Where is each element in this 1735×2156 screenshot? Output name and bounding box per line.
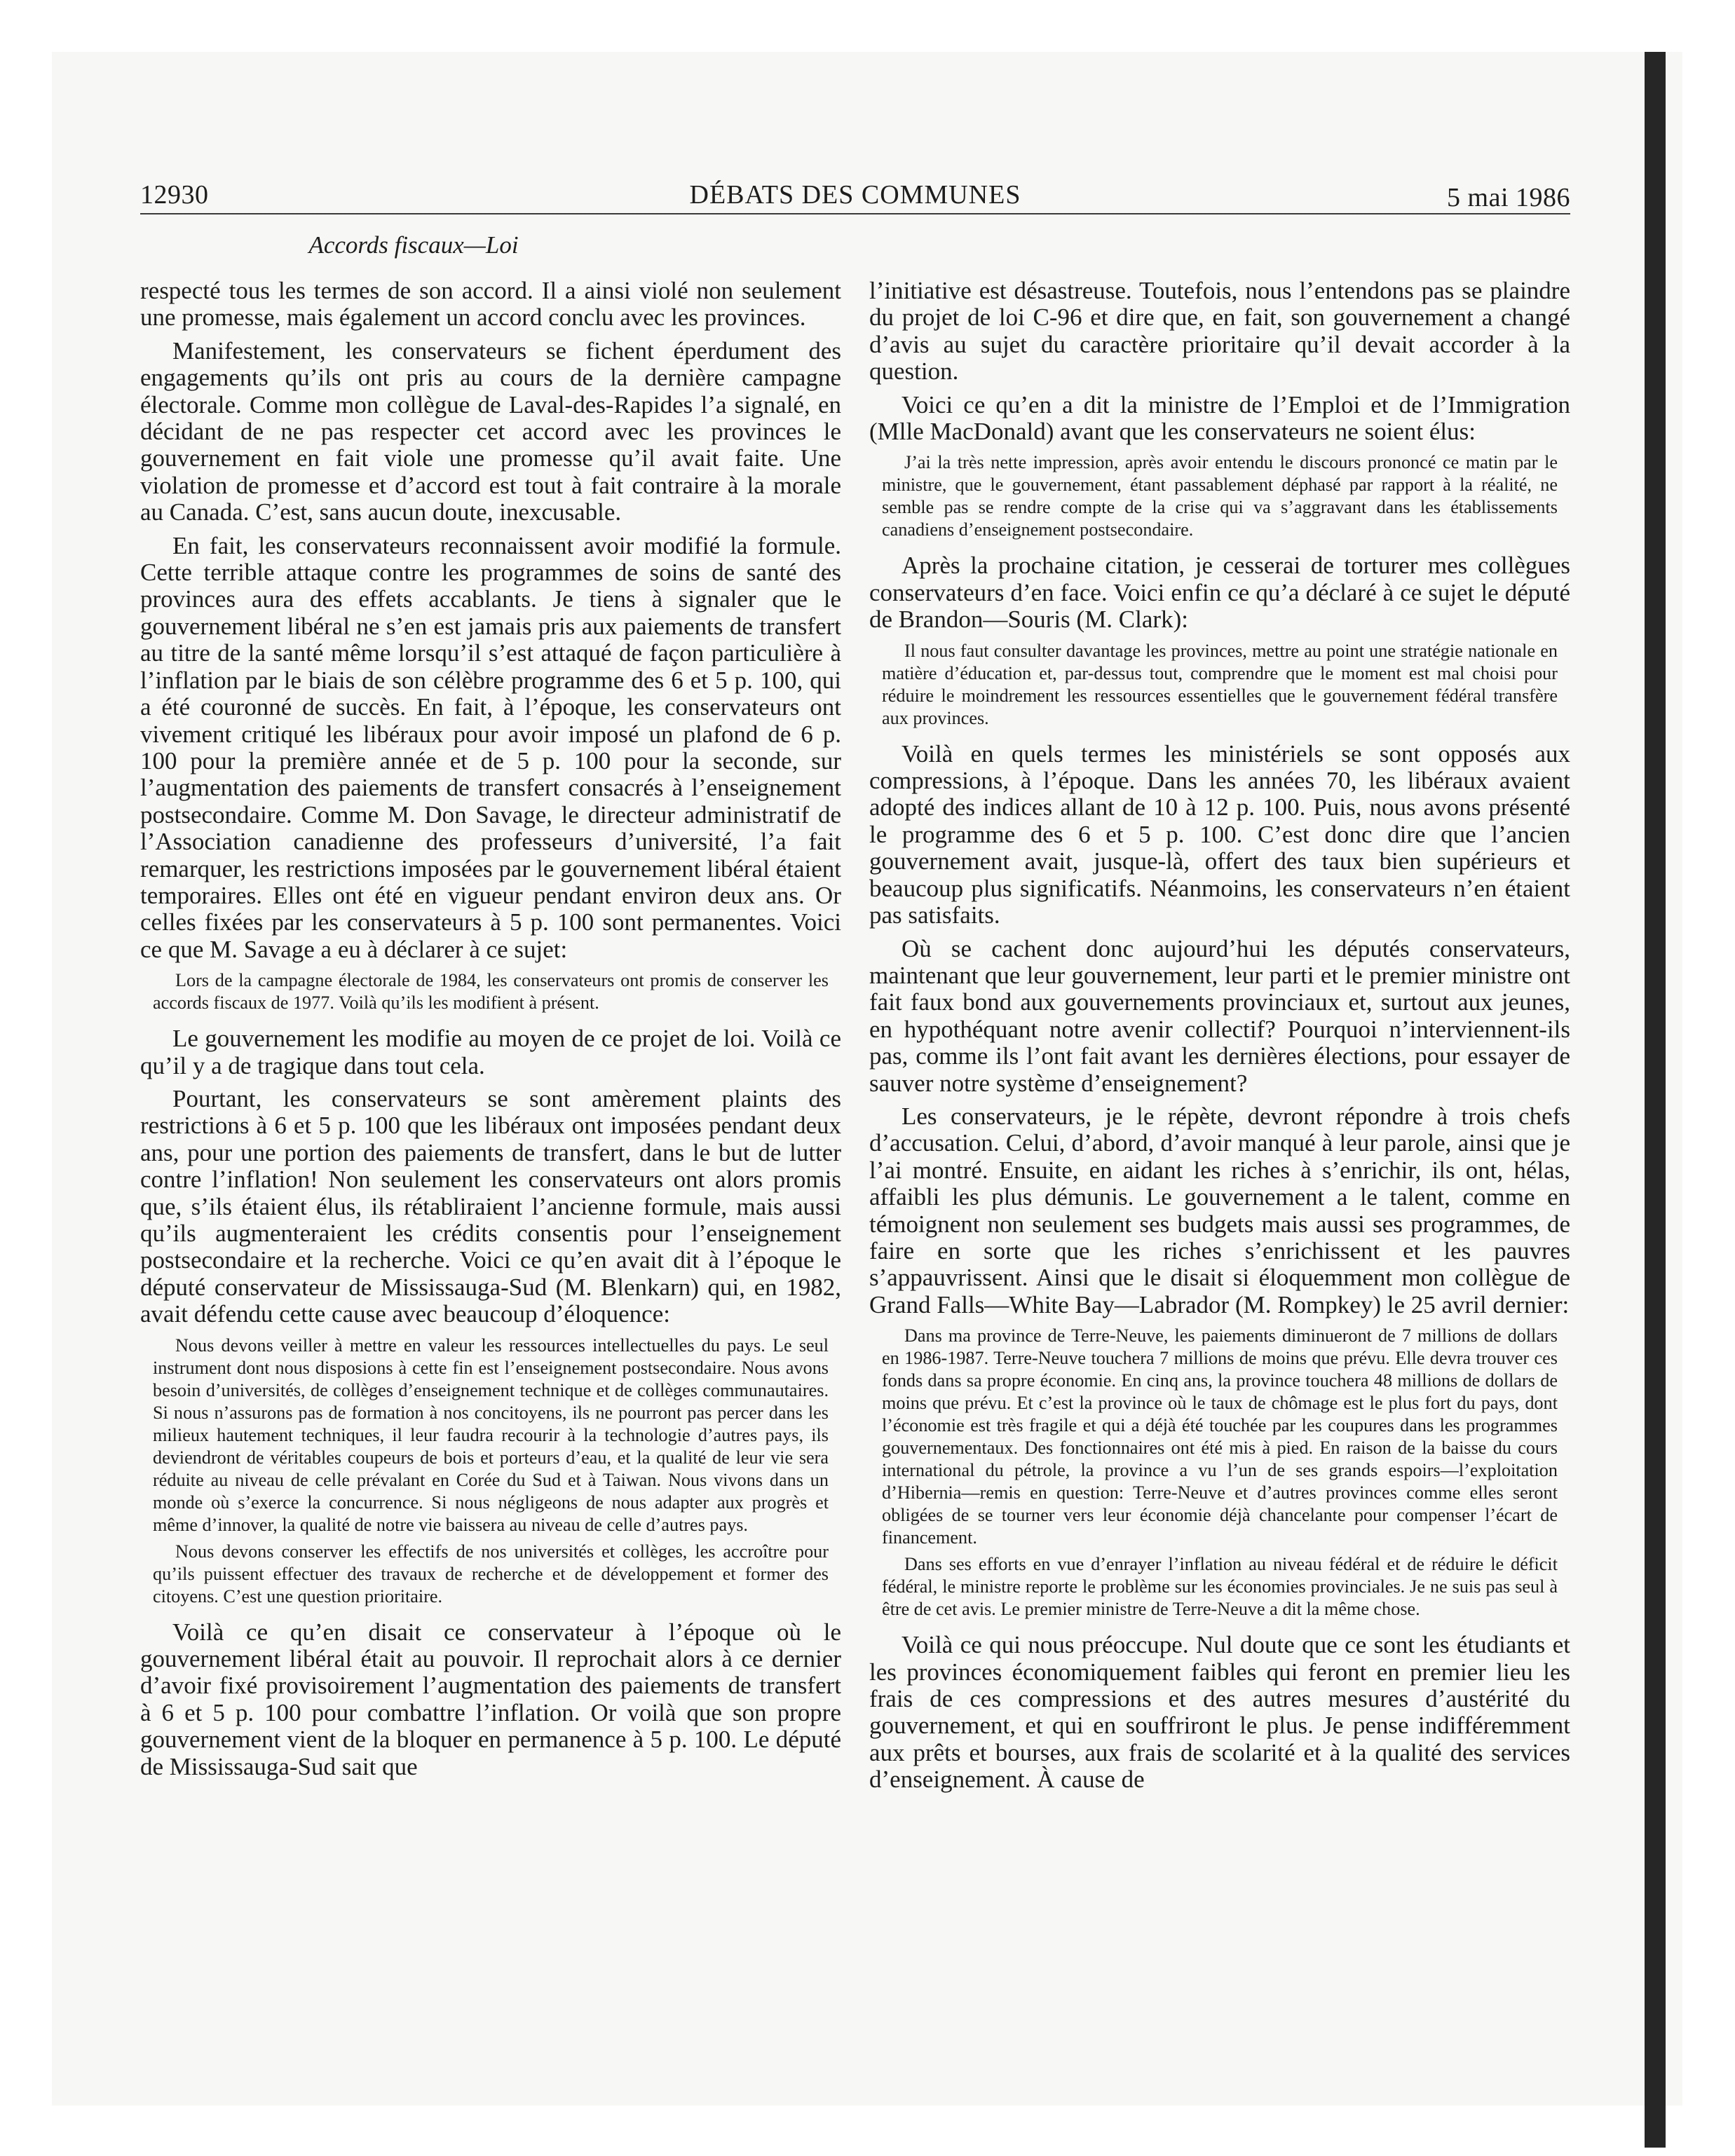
page-number: 12930 <box>140 180 209 210</box>
right-column <box>869 278 1570 1800</box>
paragraph: Après la prochaine citation, je cesserai de torturer mes collègues conservateurs d’en face. Voici enfin ce qu’a déclaré à ce sujet le député de Brandon—Souris (M. Clark): <box>869 552 1570 634</box>
quote-paragraph: J’ai la très nette impression, après avoir entendu le discours prononcé ce matin par le ministre, que le gouvernement, étant passablement déphasé par rapport à la réalité, ne semble pas se rendre compte de la crise qui va s’aggravant dans les établissements canadiens d’enseignement postsecondaire. <box>882 452 1558 540</box>
quote-paragraph: Nous devons conserver les effectifs de nos universités et collèges, les accroître pour qu’ils puissent effectuer des travaux de recherche et de développement et former des citoyens. C’est une question prioritaire. <box>153 1541 829 1606</box>
paragraph: Pourtant, les conservateurs se sont amèrement plaints des restrictions à 6 et 5 p. 100 que les libéraux ont imposées pendant deux ans, pour une portion des paiements de transfert, dans le but de lutter contre l’inflation! Non seulement les conservateurs ont alors promis que, s’ils étaient élus, ils rétabliraient l’ancienne formule, mais aussi qu’ils augmenteraient les crédits consentis pour l’enseignement postsecondaire et la recherche. Voici ce qu’en avait dit à l’époque le député conservateur de Mississauga-Sud (M. Blenkarn) qui, en 1982, avait défendu cette cause avec beaucoup d’éloquence: <box>140 1084 841 1328</box>
paragraph: Voilà ce qu’en disait ce conservateur à l’époque où le gouvernement libéral était au pouvoir. Il reprochait alors à ce dernier d’avoir fixé provisoirement l’augmentation des paiements de transfert à 6 et 5 p. 100 pour combattre l’inflation. Or voilà que son propre gouvernement vient de la bloquer en permanence à 5 p. 100. Le député de Mississauga-Sud sait que <box>140 1618 841 1780</box>
block-quote <box>869 1325 1570 1621</box>
paragraph: Voilà en quels termes les ministériels se sont opposés aux compressions, à l’époque. Dans les années 70, les libéraux avaient adopté des indices allant de 10 à 12 p. 100. Puis, nous avons présenté le programme des 6 et 5 p. 100. C’est donc dire que l’ancien gouvernement avait, jusque-là, offert des taux bien supérieurs et beaucoup plus significatifs. Néanmoins, les conservateurs n’en étaient pas satisfaits. <box>869 739 1570 929</box>
quote-paragraph: Dans ma province de Terre-Neuve, les paiements diminueront de 7 millions de dollars en 1986-1987. Terre-Neuve touchera 7 millions de moins que prévu. Elle devra trouver ces fonds dans sa propre économie. En cinq ans, la province touchera 48 millions de dollars de moins que prévu. Et c’est la province où le taux de chômage est le plus fort du pays, dont l’économie est très fragile et qui a déjà été touchée par les coupures dans les programmes gouvernementaux. Des fonctionnaires ont été mis à pied. En raison de la baisse du cours international du pétrole, la province a vu l’un de ses grands espoirs—l’exploitation d’Hibernia—remis en question: Terre-Neuve et d’autres provinces comme elles seront obligées de se tourner vers leur économie déjà chancelante pour compenser l’écart de financement. <box>882 1325 1558 1548</box>
paragraph: Où se cachent donc aujourd’hui les députés conservateurs, maintenant que leur gouvernement, leur parti et le premier ministre ont fait faux bond aux gouvernements provinciaux et, surtout aux jeunes, en hypothéquant notre avenir collectif? Pourquoi n’interviennent-ils pas, comme ils l’ont fait avant les dernières élections, pour essayer de sauver notre système d’enseignement? <box>869 934 1570 1097</box>
quote-paragraph: Nous devons veiller à mettre en valeur les ressources intellectuelles du pays. Le seul instrument dont nous disposions à cette fin est l’enseignement postsecondaire. Nous avons besoin d’universités, de collèges d’enseignement technique et de collèges communautaires. Si nous n’assurons pas de formation à nos concitoyens, ils ne pourront pas percer dans les milieux hautement techniques, il leur faudra recourir à la technologie d’autres pays, ils deviendront de véritables coupeurs de bois et porteurs d’eau, et la qualité de leur vie sera réduite au niveau de celle prévalant en Corée du Sud et à Taiwan. Nous vivons dans un monde où s’exerce la concurrence. Si nous négligeons de nous adapter aux progrès et même d’innover, la qualité de notre vie baissera au niveau de celle d’autres pays. <box>153 1335 829 1535</box>
paragraph: En fait, les conservateurs reconnaissent avoir modifié la formule. Cette terrible attaque contre les programmes de soins de santé des provinces aura des effets accablants. Je tiens à signaler que le gouvernement libéral ne s’en est jamais pris aux paiements de transfert au titre de la santé même lorsqu’il s’est attaqué de façon particulière à l’inflation par le biais de son célèbre programme des 6 et 5 p. 100, qui a été couronné de succès. En fait, à l’époque, les conservateurs ont vivement critiqué les libéraux pour avoir imposé un plafond de 6 p. 100 pour la première année et de 5 p. 100 pour la seconde, sur l’augmentation des paiements de transfert consacrés à l’enseignement postsecondaire. Comme M. Don Savage, le directeur administratif de l’Association canadienne des professeurs d’université, l’a fait remarquer, les restrictions imposées par le gouvernement libéral étaient temporaires. Elles ont été en vigueur pendant environ deux ans. Or celles fixées par les conservateurs à 5 p. 100 sont permanentes. Voici ce que M. Savage a eu à déclarer à ce sujet: <box>140 531 841 963</box>
quote-paragraph: Lors de la campagne électorale de 1984, les conservateurs ont promis de conserver les accords fiscaux de 1977. Voilà qu’ils les modifient à présent. <box>153 970 829 1014</box>
paragraph: l’initiative est désastreuse. Toutefois, nous l’entendons pas se plaindre du projet de loi C-96 et dire que, en fait, son gouvernement a changé d’avis au sujet du caractère prioritaire qu’il devait accorder à la question. <box>869 277 1570 386</box>
scan-edge-bar <box>1645 52 1666 2148</box>
issue-date: 5 mai 1986 <box>1447 183 1570 212</box>
block-quote <box>140 1335 841 1608</box>
quote-paragraph: Dans ses efforts en vue d’enrayer l’inflation au niveau fédéral et de réduire le déficit fédéral, le ministre reporte le problème sur les économies provinciales. Je ne suis pas seul à être de cet avis. Le premier ministre de Terre-Neuve a dit la même chose. <box>882 1554 1558 1620</box>
page-header <box>140 179 1570 221</box>
paragraph: Manifestement, les conservateurs se fichent éperdument des engagements qu’ils ont pris au cours de la dernière campagne électorale. Comme mon collègue de Laval-des-Rapides l’a signalé, en décidant de ne pas respecter cet accord avec les provinces le gouvernement en fait viole une promesse qu’il avait faite. Une violation de promesse et d’accord est tout à fait contraire à la morale au Canada. C’est, sans aucun doute, inexcusable. <box>140 336 841 526</box>
paragraph: Voici ce qu’en a dit la ministre de l’Emploi et de l’Immigration (Mlle MacDonald) avant que les conservateurs ne soient élus: <box>869 390 1570 446</box>
publication-title: DÉBATS DES COMMUNES <box>689 180 1021 210</box>
paragraph: Voilà ce qui nous préoccupe. Nul doute que ce sont les étudiants et les provinces économiquement faibles qui feront en premier lieu les frais de ces compressions et des autres mesures d’austérité du gouvernement, et qui en souffriront le plus. Je pense indifféremment aux prêts et bourses, aux frais de scolarité et à la qualité des services d’enseignement. À cause de <box>869 1631 1570 1794</box>
quote-paragraph: Il nous faut consulter davantage les provinces, mettre au point une stratégie nationale en matière d’éducation et, par-dessus tout, comprendre que le moment est mal choisi pour réduire le moindrement les ressources essentielles que le gouvernement fédéral transfère aux provinces. <box>882 640 1558 728</box>
paragraph: respecté tous les termes de son accord. Il a ainsi violé non seulement une promesse, mais également un accord conclu avec les provinces. <box>140 277 841 332</box>
section-running-head: Accords fiscaux—Loi <box>308 231 519 259</box>
block-quote <box>140 969 841 1014</box>
paragraph: Le gouvernement les modifie au moyen de ce projet de loi. Voilà ce qu’il y a de tragique dans tout cela. <box>140 1025 841 1079</box>
block-quote <box>869 451 1570 541</box>
paragraph: Les conservateurs, je le répète, devront répondre à trois chefs d’accusation. Celui, d’abord, d’avoir manqué à leur parole, ainsi que je l’ai montré. Ensuite, en aidant les riches à s’enrichir, ils ont, hélas, affaibli les plus démunis. Le gouvernement a le talent, comme en témoignent non seulement ses budgets mais aussi ses programmes, de faire en sorte que les riches s’enrichissent et les pauvres s’appauvrissent. Ainsi que le disait si éloquemment mon collègue de Grand Falls—White Bay—Labrador (M. Rompkey) le 25 avril dernier: <box>869 1102 1570 1318</box>
left-column <box>140 278 841 1787</box>
block-quote <box>869 640 1570 730</box>
header-rule <box>140 213 1570 214</box>
